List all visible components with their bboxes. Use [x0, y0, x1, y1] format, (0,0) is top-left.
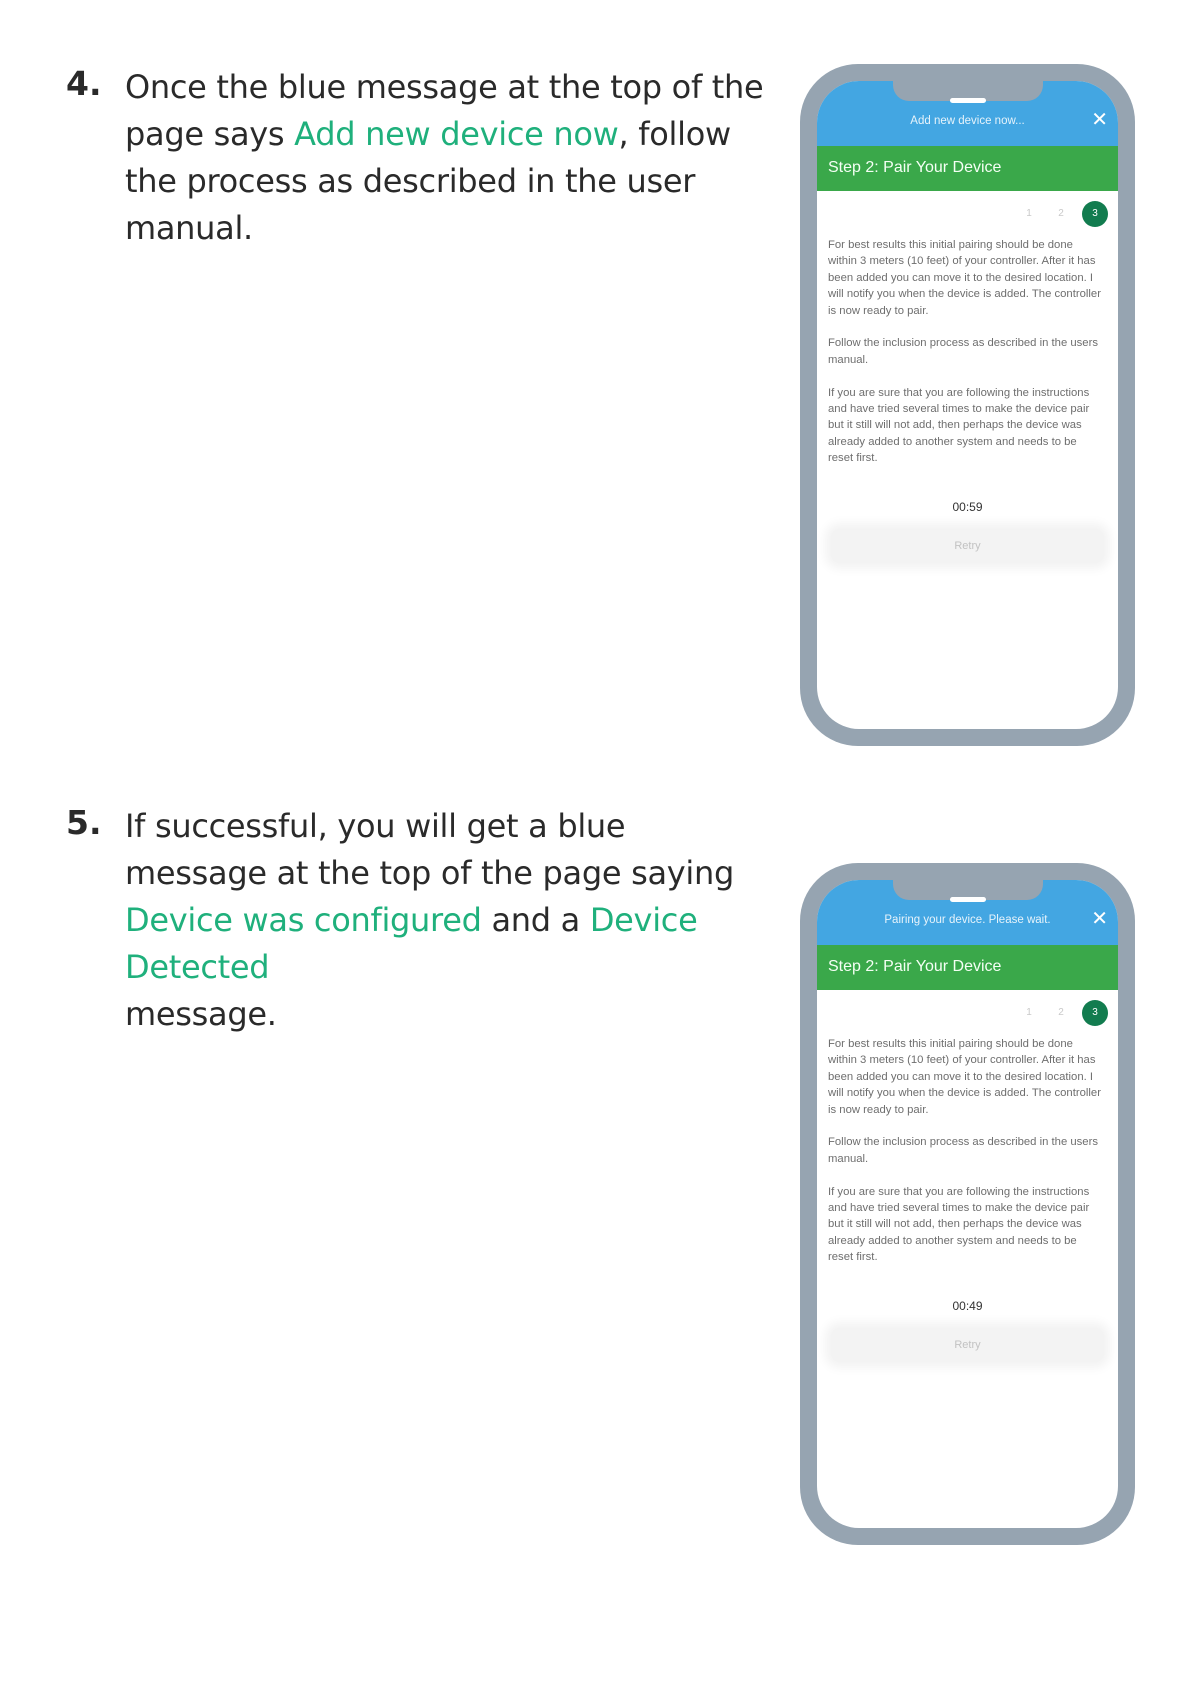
- close-icon[interactable]: ✕: [1091, 107, 1108, 131]
- highlight-text: Device was configured: [125, 901, 482, 939]
- instruction-paragraph: For best results this initial pairing should be done within 3 meters (10 feet) of your controller. After it has been added you can move it to the desired location. I will notify you when the device is added. The controller is now ready to pair.: [828, 1038, 1101, 1116]
- instruction-text: and a: [481, 901, 590, 939]
- step-dot-2: 2: [1058, 208, 1064, 219]
- retry-button[interactable]: Retry: [831, 1328, 1104, 1362]
- speaker-icon: [950, 897, 986, 902]
- instruction-paragraph: If you are sure that you are following the instructions and have tried several times to make the device pair but it still will not add, then perhaps the device was already added to another system and needs to be reset first.: [828, 386, 1090, 465]
- wizard-instructions: [828, 1036, 1104, 1282]
- step-dot-1: 1: [1026, 1007, 1032, 1018]
- highlight-text: Add new device now: [294, 115, 619, 153]
- instruction-paragraph: Follow the inclusion process as described in the users manual.: [828, 337, 1099, 366]
- step-number: 4.: [66, 64, 102, 103]
- wizard-title: Step 2: Pair Your Device: [828, 159, 1002, 176]
- step-dot-2: 2: [1058, 1007, 1064, 1018]
- countdown-timer: 00:49: [952, 1299, 983, 1313]
- countdown-timer: 00:59: [952, 500, 983, 514]
- step-instruction: [125, 64, 765, 252]
- close-icon[interactable]: ✕: [1091, 906, 1108, 930]
- wizard-header: [817, 945, 1118, 990]
- highlight-text: Device Detected: [125, 901, 698, 986]
- speaker-icon: [950, 98, 986, 103]
- wizard-title: Step 2: Pair Your Device: [828, 958, 1002, 975]
- instruction-paragraph: If you are sure that you are following the instructions and have tried several times to make the device pair but it still will not add, then perhaps the device was already added to another system and needs to be reset first.: [828, 1185, 1090, 1264]
- instruction-text: Once the blue message at the top of the page says: [125, 68, 764, 153]
- instruction-paragraph: Follow the inclusion process as described in the users manual.: [828, 1136, 1099, 1165]
- retry-button[interactable]: Retry: [831, 529, 1104, 563]
- step-instruction: [125, 803, 765, 1038]
- wizard-instructions: [828, 237, 1104, 483]
- phone-mockup: [800, 64, 1135, 746]
- step-dot-3-active: 3: [1082, 1000, 1108, 1026]
- step-number: 5.: [66, 803, 102, 842]
- instruction-paragraph: For best results this initial pairing should be done within 3 meters (10 feet) of your controller. After it has been added you can move it to the desired location. I will notify you when the device is added. The controller is now ready to pair.: [828, 239, 1101, 317]
- notification-message: Pairing your device. Please wait.: [884, 914, 1051, 926]
- step-dot-1: 1: [1026, 208, 1032, 219]
- instruction-text: , follow the process as described in the user manual.: [125, 115, 731, 247]
- instruction-text: message.: [125, 995, 277, 1033]
- step-dot-3-active: 3: [1082, 201, 1108, 227]
- phone-screen: [817, 81, 1118, 729]
- wizard-header: [817, 146, 1118, 191]
- instruction-text: If successful, you will get a blue message at the top of the page saying: [125, 807, 735, 892]
- phone-mockup: [800, 863, 1135, 1545]
- notification-message: Add new device now...: [910, 115, 1025, 127]
- phone-screen: [817, 880, 1118, 1528]
